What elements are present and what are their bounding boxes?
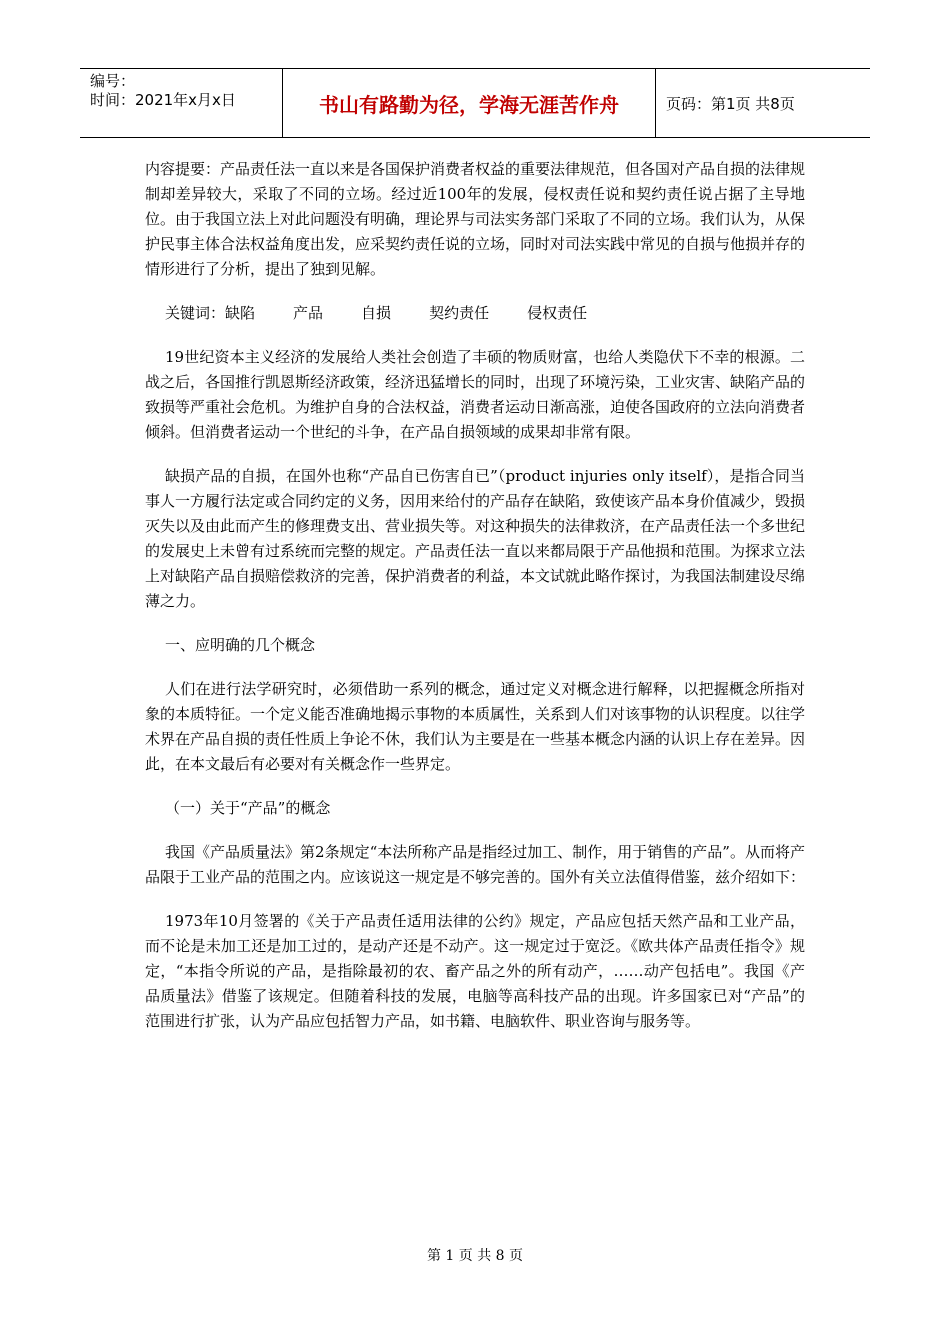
document-body — [145, 157, 805, 1053]
header-page-info: 页码：第1页 共8页 — [666, 94, 795, 113]
page-header — [80, 68, 870, 138]
header-motto: 书山有路勤为径，学海无涯苦作舟 — [283, 69, 656, 137]
subsection-heading: （一）关于“产品”的概念 — [165, 799, 331, 817]
keyword-item: 侵权责任 — [527, 304, 588, 322]
body-paragraph: 人们在进行法学研究时，必须借助一系列的概念，通过定义对概念进行解释，以把握概念所指对象的本质特征。一个定义能否准确地揭示事物的本质属性，关系到人们对该事物的认识程度。以往学术界在产品自损的责任性质上争论不休，我们认为主要是在一些基本概念内涵的认识上存在差异。因此，在本文最后有必要对有关概念作一些界定。 — [145, 680, 806, 773]
section-heading: 一、应明确的几个概念 — [165, 636, 316, 654]
abstract-paragraph: 内容提要：产品责任法一直以来是各国保护消费者权益的重要法律规范，但各国对产品自损的法律规制却差异较大，采取了不同的立场。经过近100年的发展，侵权责任说和契约责任说占据了主导地位。由于我国立法上对此问题没有明确，理论界与司法实务部门采取了不同的立场。我们认为，从保护民事主体合法权益角度出发，应采契约责任说的立场，同时对司法实践中常见的自损与他损并存的情形进行了分析，提出了独到见解。 — [145, 160, 806, 278]
keyword-item: 产品 — [293, 304, 324, 322]
body-paragraph: 19世纪资本主义经济的发展给人类社会创造了丰硕的物质财富，也给人类隐伏下不幸的根源。二战之后，各国推行凯恩斯经济政策，经济迅猛增长的同时，出现了环境污染，工业灾害、缺陷产品的致损等严重社会危机。为维护自身的合法权益，消费者运动日渐高涨，迫使各国政府的立法向消费者倾斜。但消费者运动一个世纪的斗争，在产品自损领域的成果却非常有限。 — [145, 348, 806, 441]
doc-number-label: 编号： — [90, 72, 136, 90]
keyword-item: 缺陷 — [225, 304, 256, 322]
keyword-item: 自损 — [361, 304, 392, 322]
keywords-label: 关键词： — [165, 304, 226, 322]
body-paragraph: 缺损产品的自损，在国外也称“产品自已伤害自已”（product injuries only itself），是指合同当事人一方履行法定或合同约定的义务，因用来给付的产品存在缺陷，致使该产品本身价值减少，毁损灭失以及由此而产生的修理费支出、营业损失等。对这种损失的法律救济，在产品责任法一个多世纪的发展史上未曾有过系统而完整的规定。产品责任法一直以来都局限于产品他损和范围。为探求立法上对缺陷产品自损赔偿救济的完善，保护消费者的利益，本文试就此略作探讨，为我国法制建设尽绵薄之力。 — [145, 467, 806, 610]
body-paragraph: 1973年10月签署的《关于产品责任适用法律的公约》规定，产品应包括天然产品和工业产品，而不论是未加工还是加工过的，是动产还是不动产。这一规定过于宽泛。《欧共体产品责任指令》规定，“本指令所说的产品，是指除最初的农、畜产品之外的所有动产，……动产包括电”。我国《产品质量法》借鉴了该规定。但随着科技的发展，电脑等高科技产品的出现。许多国家已对“产品”的范围进行扩张，认为产品应包括智力产品，如书籍、电脑软件、职业咨询与服务等。 — [145, 912, 805, 1030]
keywords-line — [145, 301, 805, 326]
doc-time-label: 时间：2021年x月x日 — [90, 91, 236, 109]
keyword-item: 契约责任 — [429, 304, 490, 322]
page-footer: 第 1 页 共 8 页 — [426, 1248, 524, 1264]
body-paragraph: 我国《产品质量法》第2条规定“本法所称产品是指经过加工、制作，用于销售的产品”。从而将产品限于工业产品的范围之内。应该说这一规定是不够完善的。国外有关立法值得借鉴，兹介绍如下： — [145, 843, 806, 886]
header-meta — [80, 69, 283, 137]
